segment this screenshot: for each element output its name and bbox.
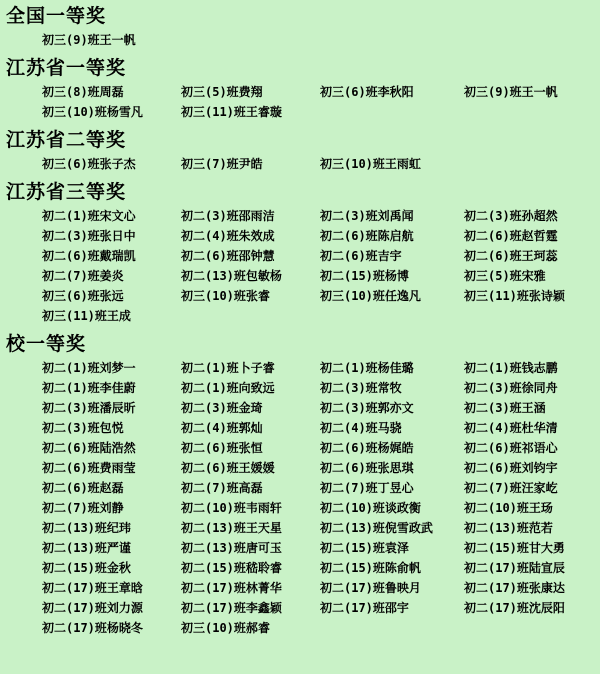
section-title: 校一等奖 (6, 333, 87, 355)
winner-entry: 初三(10)班杨雪凡 (42, 105, 143, 119)
winner-entry: 初二(13)班王天星 (181, 521, 282, 535)
winner-entry: 初二(3)班张日中 (42, 229, 136, 243)
winner-entry: 初二(6)班赵磊 (42, 481, 124, 495)
winner-entry: 初二(13)班纪玮 (42, 521, 131, 535)
winner-entry: 初三(11)班王睿璇 (181, 105, 282, 119)
winner-entry: 初三(6)班张远 (42, 289, 124, 303)
winner-entry: 初二(1)班卜子睿 (181, 361, 275, 375)
winner-entry: 初二(6)班王珂蕊 (464, 249, 558, 263)
winner-entry: 初二(15)班甘大勇 (464, 541, 565, 555)
winner-entry: 初二(13)班唐可玉 (181, 541, 282, 555)
winner-entry: 初三(8)班周磊 (42, 85, 124, 99)
winner-entry: 初二(15)班杨博 (320, 269, 409, 283)
winner-entry: 初二(6)班吉宇 (320, 249, 402, 263)
winner-entry: 初三(10)班王雨虹 (320, 157, 421, 171)
award-section (6, 332, 600, 638)
winner-entry: 初三(6)班张子杰 (42, 157, 136, 171)
section-title: 江苏省二等奖 (6, 129, 127, 151)
winner-entry: 初三(11)班张诗颖 (464, 289, 565, 303)
award-section (6, 128, 600, 174)
winner-entry: 初三(6)班李秋阳 (320, 85, 414, 99)
winner-entry: 初二(6)班陈启航 (320, 229, 414, 243)
winner-entry: 初二(17)班沈辰阳 (464, 601, 565, 615)
winner-grid (6, 154, 600, 174)
winner-entry: 初三(10)班任逸凡 (320, 289, 421, 303)
winner-entry: 初二(3)班刘禹闻 (320, 209, 414, 223)
winner-entry: 初二(17)班李鑫颖 (181, 601, 282, 615)
winner-entry: 初二(3)班常牧 (320, 381, 402, 395)
winner-entry: 初二(10)班王玚 (464, 501, 553, 515)
winner-entry: 初二(15)班陈俞帆 (320, 561, 421, 575)
winner-entry: 初三(11)班王成 (42, 309, 131, 323)
winner-grid (6, 206, 600, 326)
winner-entry: 初三(10)班郝睿 (181, 621, 270, 635)
winner-entry: 初二(13)班严谨 (42, 541, 131, 555)
winner-entry: 初二(6)班杨娓皓 (320, 441, 414, 455)
winner-entry: 初二(3)班孙超然 (464, 209, 558, 223)
winner-entry: 初二(6)班陆浩然 (42, 441, 136, 455)
winner-entry: 初三(5)班费翔 (181, 85, 263, 99)
winner-entry: 初二(6)班赵哲霆 (464, 229, 558, 243)
winner-entry: 初二(6)班张思琪 (320, 461, 414, 475)
winner-entry: 初二(17)班鲁映月 (320, 581, 421, 595)
winner-entry: 初二(1)班钱志鹏 (464, 361, 558, 375)
winner-entry: 初二(6)班祁语心 (464, 441, 558, 455)
winner-entry: 初二(17)班林菁华 (181, 581, 282, 595)
winner-entry: 初二(7)班高磊 (181, 481, 263, 495)
winner-entry: 初三(9)班王一帆 (42, 33, 136, 47)
winner-entry: 初二(4)班马骁 (320, 421, 402, 435)
winner-entry: 初三(9)班王一帆 (464, 85, 558, 99)
winner-entry: 初二(13)班包敏杨 (181, 269, 282, 283)
winner-entry: 初二(3)班王涵 (464, 401, 546, 415)
winner-entry: 初二(17)班张康达 (464, 581, 565, 595)
winner-grid (6, 358, 600, 638)
winner-entry: 初二(13)班范若 (464, 521, 553, 535)
winner-entry: 初二(6)班张恒 (181, 441, 263, 455)
section-title: 江苏省一等奖 (6, 57, 127, 79)
winner-entry: 初二(1)班宋文心 (42, 209, 136, 223)
winner-entry: 初二(17)班陆宣辰 (464, 561, 565, 575)
winner-entry: 初三(10)班张睿 (181, 289, 270, 303)
winner-entry: 初二(6)班邵钟慧 (181, 249, 275, 263)
winner-entry: 初二(7)班汪家屹 (464, 481, 558, 495)
winner-grid (6, 30, 600, 50)
winner-entry: 初二(10)班韦雨轩 (181, 501, 282, 515)
winner-entry: 初二(1)班李佳蔚 (42, 381, 136, 395)
winner-entry: 初二(4)班杜华清 (464, 421, 558, 435)
section-title: 全国一等奖 (6, 5, 107, 27)
winner-entry: 初二(7)班刘静 (42, 501, 124, 515)
winner-entry: 初二(3)班郭亦文 (320, 401, 414, 415)
winner-entry: 初二(15)班嵇聆睿 (181, 561, 282, 575)
winner-entry: 初二(1)班杨佳璐 (320, 361, 414, 375)
winner-entry: 初二(17)班杨晓冬 (42, 621, 143, 635)
winner-entry: 初二(6)班王媛媛 (181, 461, 275, 475)
winner-entry: 初二(4)班郭灿 (181, 421, 263, 435)
winner-entry: 初二(17)班王章晗 (42, 581, 143, 595)
winner-entry: 初二(15)班袁泽 (320, 541, 409, 555)
winner-grid (6, 82, 600, 122)
section-title: 江苏省三等奖 (6, 181, 127, 203)
award-section (6, 4, 600, 50)
winner-entry: 初二(3)班徐同舟 (464, 381, 558, 395)
winner-entry: 初二(17)班刘力源 (42, 601, 143, 615)
winner-entry: 初二(4)班朱效成 (181, 229, 275, 243)
winner-entry: 初二(10)班谈政衡 (320, 501, 421, 515)
winner-entry: 初二(1)班刘梦一 (42, 361, 136, 375)
winner-entry: 初二(6)班费雨莹 (42, 461, 136, 475)
winner-entry: 初二(3)班邵雨洁 (181, 209, 275, 223)
winner-entry: 初二(6)班戴瑞凯 (42, 249, 136, 263)
winner-entry: 初二(7)班丁昱心 (320, 481, 414, 495)
winner-entry: 初二(3)班包悦 (42, 421, 124, 435)
winner-entry: 初二(1)班向致远 (181, 381, 275, 395)
winner-entry: 初二(7)班姜炎 (42, 269, 124, 283)
winner-entry: 初二(17)班邵宇 (320, 601, 409, 615)
winner-entry: 初三(7)班尹皓 (181, 157, 263, 171)
winner-entry: 初二(13)班倪雪政武 (320, 521, 433, 535)
winner-entry: 初二(6)班刘钧宇 (464, 461, 558, 475)
award-section (6, 180, 600, 326)
winner-entry: 初三(5)班宋雅 (464, 269, 546, 283)
winner-entry: 初二(3)班潘辰昕 (42, 401, 136, 415)
winner-entry: 初二(3)班金琦 (181, 401, 263, 415)
winner-entry: 初二(15)班金秋 (42, 561, 131, 575)
award-section (6, 56, 600, 122)
